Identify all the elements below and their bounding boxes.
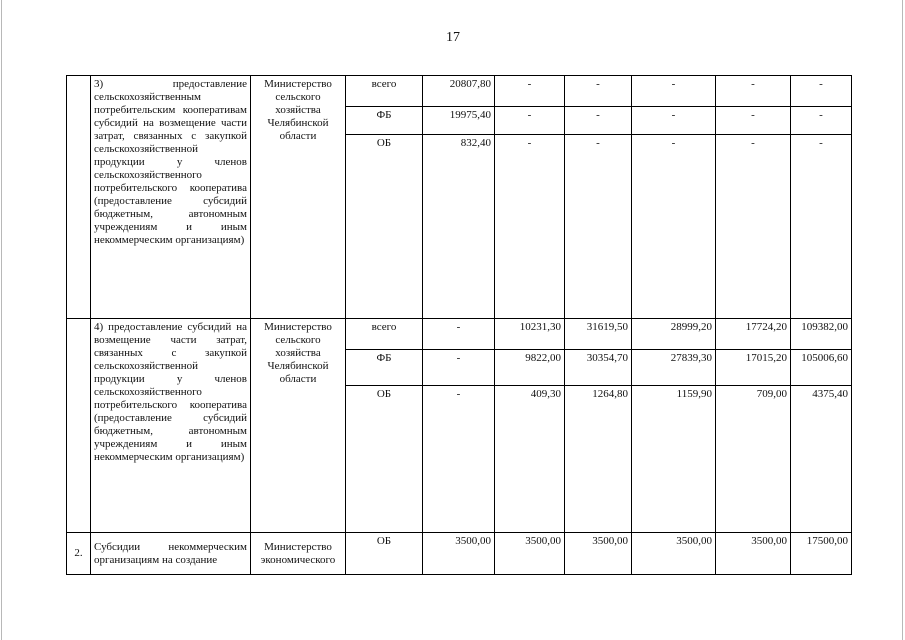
funding-value: -	[495, 76, 565, 107]
funding-value: 30354,70	[565, 350, 632, 386]
funding-value: -	[791, 76, 852, 107]
funding-value: 17724,20	[716, 319, 791, 350]
funding-value: 28999,20	[632, 319, 716, 350]
funding-source: ОБ	[346, 386, 423, 533]
funding-total: -	[423, 319, 495, 350]
funding-value: 27839,30	[632, 350, 716, 386]
funding-value: 109382,00	[791, 319, 852, 350]
funding-value: 9822,00	[495, 350, 565, 386]
funding-value: 3500,00	[495, 533, 565, 575]
funding-value: 17500,00	[791, 533, 852, 575]
funding-total: 19975,40	[423, 107, 495, 135]
funding-source: ФБ	[346, 350, 423, 386]
funding-value: 709,00	[716, 386, 791, 533]
funding-value: -	[632, 107, 716, 135]
page-margin-line	[1, 0, 2, 640]
funding-value: 4375,40	[791, 386, 852, 533]
funding-value: -	[495, 135, 565, 319]
funding-value: 1264,80	[565, 386, 632, 533]
row-index: 2.	[67, 533, 91, 575]
funding-value: 409,30	[495, 386, 565, 533]
funding-value: -	[716, 76, 791, 107]
funding-value: 31619,50	[565, 319, 632, 350]
funding-value: 1159,90	[632, 386, 716, 533]
funding-total: 3500,00	[423, 533, 495, 575]
funding-value: -	[565, 107, 632, 135]
funding-source: ФБ	[346, 107, 423, 135]
funding-total: 832,40	[423, 135, 495, 319]
row-description: 3) предоставление сельскохозяйственным потребительским кооперативам субсидий на возмещение части затрат, связанных с закупкой сельскохозяйственной продукции у членов сельскохозяйственного потребительского кооператива (предоставление субсидий бюджетным, автономным учреждениям и иным некоммерческим организациям)	[91, 76, 251, 319]
funding-source: всего	[346, 319, 423, 350]
funding-value: -	[565, 135, 632, 319]
funding-value: 105006,60	[791, 350, 852, 386]
funding-value: -	[791, 135, 852, 319]
table-row	[67, 319, 852, 350]
page-number: 17	[446, 30, 460, 45]
row-executor: Министерство сельского хозяйства Челябинской области	[251, 319, 346, 533]
row-description: 4) предоставление субсидий на возмещение части затрат, связанных с закупкой сельскохозяйственной продукции у членов сельскохозяйственного потребительского кооператива (предоставление субсидий бюджетным, автономным учреждениям и иным некоммерческим организациям)	[91, 319, 251, 533]
row-executor: Министерство экономического	[251, 533, 346, 575]
funding-value: -	[632, 135, 716, 319]
funding-value: -	[632, 76, 716, 107]
funding-value: -	[716, 135, 791, 319]
row-description: Субсидии некоммерческим организациям на создание	[91, 533, 251, 575]
funding-value: -	[791, 107, 852, 135]
program-table	[66, 75, 852, 575]
row-index	[67, 76, 91, 319]
funding-value: 3500,00	[716, 533, 791, 575]
funding-total: -	[423, 350, 495, 386]
funding-value: -	[495, 107, 565, 135]
funding-value: 3500,00	[632, 533, 716, 575]
funding-value: 10231,30	[495, 319, 565, 350]
funding-value: -	[565, 76, 632, 107]
funding-value: 17015,20	[716, 350, 791, 386]
table-row	[67, 533, 852, 575]
funding-value: -	[716, 107, 791, 135]
funding-source: всего	[346, 76, 423, 107]
funding-total: -	[423, 386, 495, 533]
row-executor: Министерство сельского хозяйства Челябинской области	[251, 76, 346, 319]
funding-value: 3500,00	[565, 533, 632, 575]
row-index	[67, 319, 91, 533]
page-margin-line-right	[902, 0, 903, 640]
table-row	[67, 76, 852, 107]
funding-source: ОБ	[346, 135, 423, 319]
funding-total: 20807,80	[423, 76, 495, 107]
funding-source: ОБ	[346, 533, 423, 575]
